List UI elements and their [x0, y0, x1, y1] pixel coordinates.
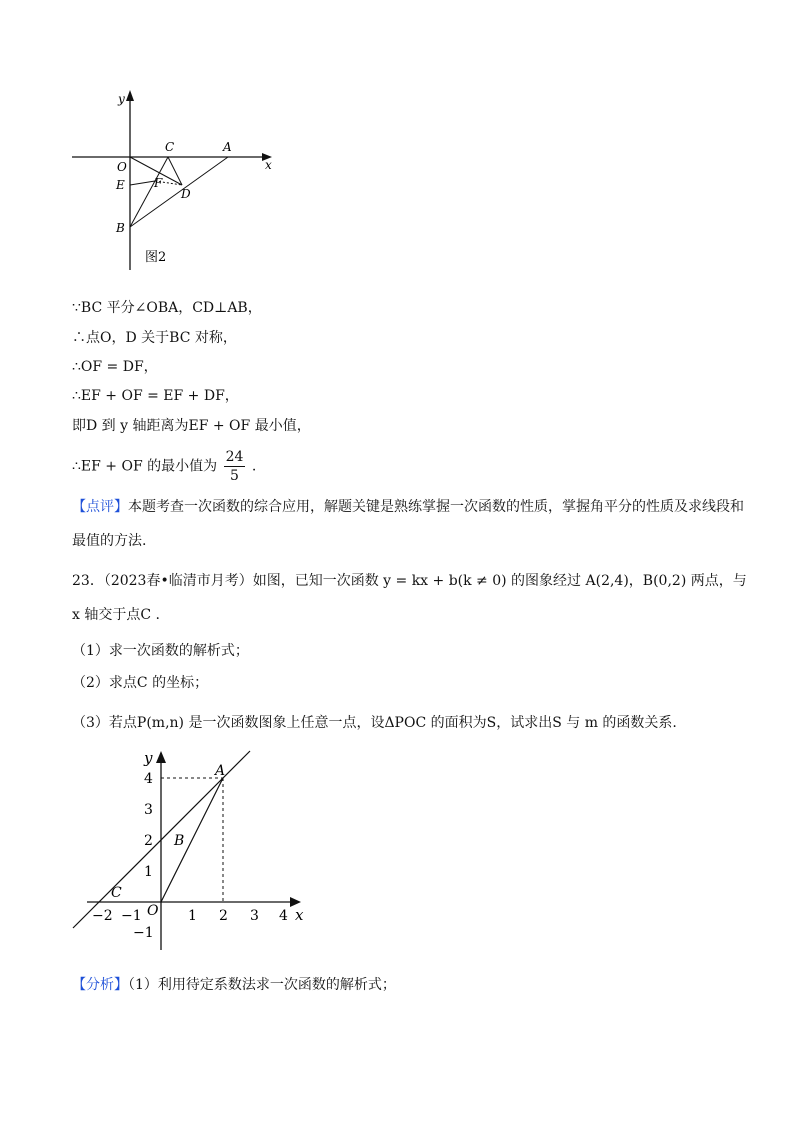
label-d: D — [181, 187, 191, 201]
x-tick-label: −1 — [121, 908, 142, 924]
y-axis-arrow — [126, 90, 134, 101]
solution-line-3: ∴OF = DF， — [72, 359, 158, 375]
analysis-tag: 【分析】 — [72, 977, 128, 993]
solution-line-6 — [72, 448, 256, 485]
label-b: B — [116, 221, 125, 235]
label-x: x — [265, 158, 272, 172]
label-y: y — [118, 92, 125, 106]
analysis-line — [72, 975, 396, 995]
axis-label-x: x — [295, 906, 304, 924]
question-1: （1）求一次函数的解析式； — [72, 643, 249, 659]
question-3: （3）若点P(m,n) 是一次函数图象上任意一点，设ΔPOC 的面积为S，试求出S 与 m 的函数关系. — [72, 715, 677, 731]
question-2: （2）求点C 的坐标； — [72, 675, 209, 691]
point-b-label: B — [174, 833, 185, 849]
label-o: O — [117, 160, 127, 174]
figure-caption: 图2 — [145, 250, 167, 265]
label-f: F — [154, 176, 163, 190]
y-tick-label: 2 — [144, 833, 153, 849]
solution-line-2: ∴点O，D 关于BC 对称， — [72, 330, 237, 346]
label-a: A — [223, 140, 232, 154]
y-tick-label: 3 — [144, 802, 153, 818]
solution-line-5: 即D 到 y 轴距离为EF + OF 最小值， — [72, 418, 311, 434]
y-tick-label: −1 — [133, 925, 154, 941]
x-tick-label: 4 — [279, 908, 288, 924]
fraction-denominator: 5 — [230, 468, 239, 484]
point-c-label: C — [111, 885, 122, 901]
y-tick-label: 1 — [144, 864, 153, 880]
segment-oa — [161, 778, 223, 902]
review-text: 本题考查一次函数的综合应用，解题关键是熟练掌握一次函数的性质，掌握角平分的性质及求线段和最值的方法. — [72, 499, 744, 549]
label-c: C — [165, 140, 175, 154]
point-a-label: A — [215, 763, 226, 779]
origin-label: O — [147, 903, 159, 919]
review-tag: 【点评】 — [72, 499, 128, 515]
fraction-numerator: 24 — [225, 449, 244, 465]
analysis-text: （1）利用待定系数法求一次函数的解析式； — [128, 977, 396, 993]
x-tick-label: 2 — [219, 908, 228, 924]
segment-ba — [130, 157, 228, 227]
x-tick-label: −2 — [92, 908, 113, 924]
period: . — [251, 458, 257, 475]
axis-label-y: y — [144, 749, 153, 767]
label-e: E — [116, 178, 125, 192]
review-paragraph — [72, 490, 752, 558]
x-tick-label: 1 — [188, 908, 197, 924]
fraction — [224, 448, 246, 485]
solution-line-4: ∴EF + OF = EF + DF， — [72, 388, 239, 404]
y-axis-arrow — [156, 751, 166, 763]
problem-stem: 23．（2023春•临清市月考）如图，已知一次函数 y = kx + b(k ≠ 0) 的图象经过 A(2,4)，B(0,2) 两点，与 x 轴交于点C . — [72, 573, 747, 623]
figure-2-diagram — [60, 85, 290, 275]
segment-ef — [130, 181, 155, 185]
linear-function-graph — [65, 745, 315, 955]
solution-line-1: ∵BC 平分∠OBA，CD⊥AB， — [72, 300, 262, 316]
min-value-text: ∴EF + OF 的最小值为 — [72, 458, 218, 475]
x-tick-label: 3 — [250, 908, 259, 924]
y-tick-label: 4 — [144, 771, 153, 787]
